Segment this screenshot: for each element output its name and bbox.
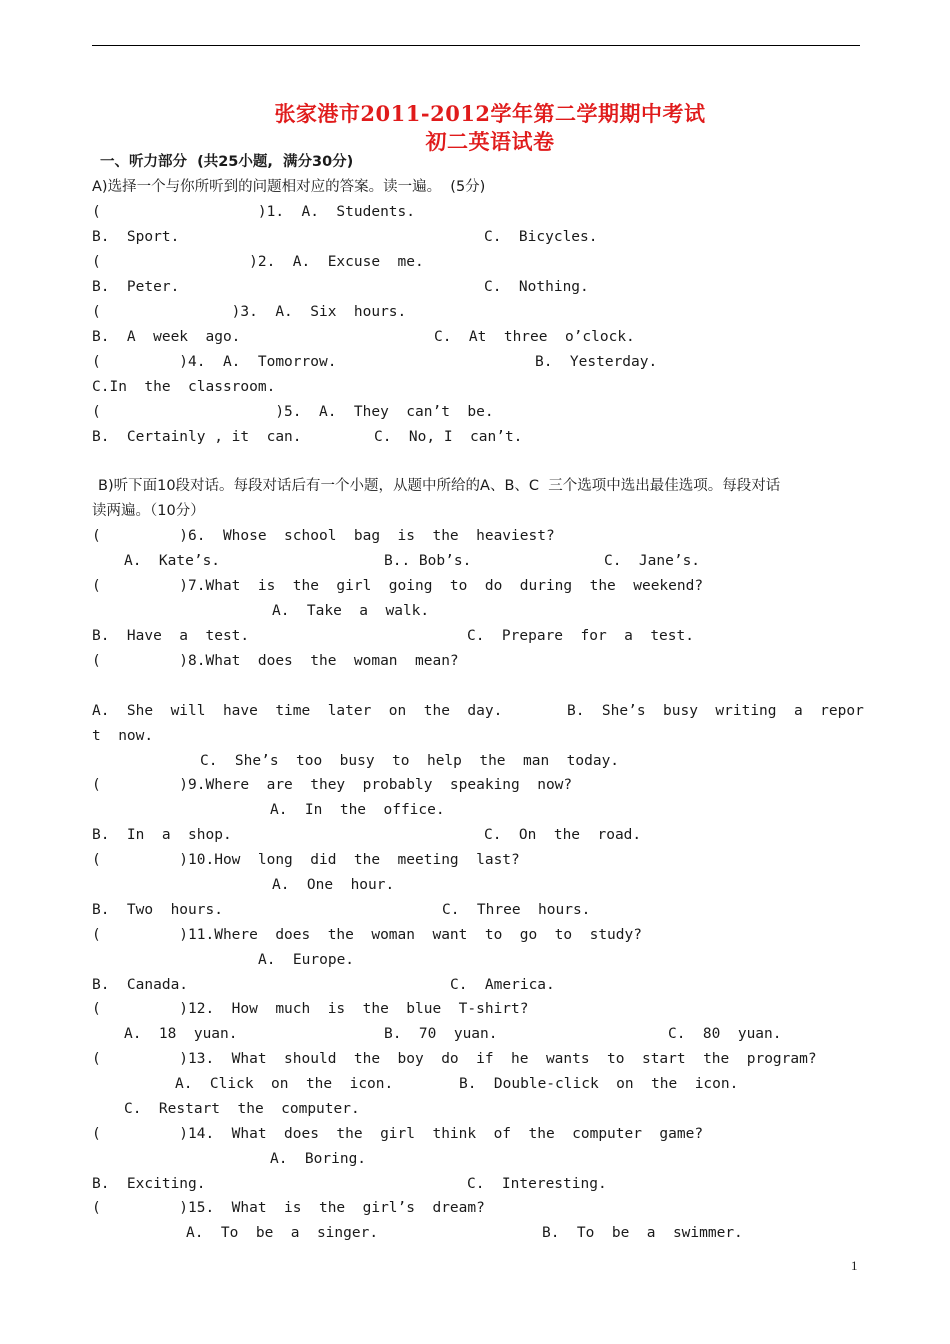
partA-line: ( )5. A. They can’t be. [92,404,494,420]
partA-line: B. Certainly , it can. [92,429,302,445]
partB-line: A. Kate’s. [124,553,221,569]
partA-line: ( )1. A. Students. [92,204,416,220]
partA-line: C. At three o’clock. [434,329,635,345]
partA-line: B. Yesterday. [535,354,658,370]
part-b-instruction-line1: B)听下面10段对话。每段对话后有一个小题，从题中所给的A、B、C 三个选项中选出最佳选项。每段对话 [98,478,781,494]
partB-line: A. Europe. [258,952,355,968]
partB-line: C. Three hours. [442,902,591,918]
partB-line: B. To be a swimmer. [542,1225,743,1241]
exam-title: 张家港市2011-2012学年第二学期期中考试 [274,101,706,126]
partB-line: C. Jane’s. [604,553,701,569]
partB-line: B. In a shop. [92,827,232,843]
partB-line: ( )14. What does the girl think of the computer game? [92,1126,704,1142]
partB-line: ( )11.Where does the woman want to go to study? [92,927,642,943]
section-heading: 一、听力部分 (共25小题, 满分30分) [100,154,354,170]
partB-line: ( )12. How much is the blue T-shirt? [92,1001,529,1017]
partA-line: B. A week ago. [92,329,241,345]
partB-line: ( )13. What should the boy do if he wants to start the program? [92,1051,817,1067]
partB-line: t now. [92,728,154,744]
partB-line: A. She will have time later on the day. [92,703,503,719]
partB-line: A. 18 yuan. [124,1026,238,1042]
partB-line: A. One hour. [272,877,395,893]
partB-line: A. In the office. [270,802,445,818]
partB-line: B.. Bob’s. [384,553,472,569]
partB-line: B. Exciting. [92,1176,206,1192]
partB-line: C. On the road. [484,827,642,843]
partB-line: ( )9.Where are they probably speaking now? [92,777,573,793]
partB-line: C. Prepare for a test. [467,628,694,644]
partA-line: B. Peter. [92,279,180,295]
partA-line: C. Bicycles. [484,229,598,245]
partA-line: ( )2. A. Excuse me. [92,254,424,270]
partB-line: C. America. [450,977,555,993]
partB-line: B. Double-click on the icon. [459,1076,739,1092]
partA-line: B. Sport. [92,229,180,245]
partB-line: ( )8.What does the woman mean? [92,653,459,669]
partB-line: ( )10.How long did the meeting last? [92,852,520,868]
partB-line: A. Take a walk. [272,603,430,619]
partB-line: ( )15. What is the girl’s dream? [92,1200,485,1216]
partB-line: B. Canada. [92,977,189,993]
part-b-instruction-line2: 读两遍。（10分） [92,503,205,519]
header-rule [92,45,860,46]
partB-line: A. Boring. [270,1151,367,1167]
partB-line: C. Restart the computer. [124,1101,360,1117]
exam-subtitle: 初二英语试卷 [425,129,555,154]
partB-line: B. Have a test. [92,628,250,644]
partB-line: A. Click on the icon. [175,1076,394,1092]
partB-line: C. She’s too busy to help the man today. [200,753,620,769]
page-number: 1 [851,1258,858,1273]
partB-line: B. Two hours. [92,902,223,918]
partA-line: ( )3. A. Six hours. [92,304,407,320]
partB-line: C. Interesting. [467,1176,607,1192]
partB-line: C. 80 yuan. [668,1026,782,1042]
partA-line: C. Nothing. [484,279,589,295]
partA-line: C.In the classroom. [92,379,276,395]
partB-line: A. To be a singer. [186,1225,379,1241]
partB-line: B. She’s busy writing a repor [567,703,864,719]
partB-line: B. 70 yuan. [384,1026,498,1042]
partA-line: ( )4. A. Tomorrow. [92,354,337,370]
partB-line: ( )6. Whose school bag is the heaviest? [92,528,555,544]
partA-line: C. No, I can’t. [374,429,523,445]
part-a-instruction: A)选择一个与你所听到的问题相对应的答案。读一遍。 (5分) [92,179,486,195]
partB-line: ( )7.What is the girl going to do during the weekend? [92,578,704,594]
